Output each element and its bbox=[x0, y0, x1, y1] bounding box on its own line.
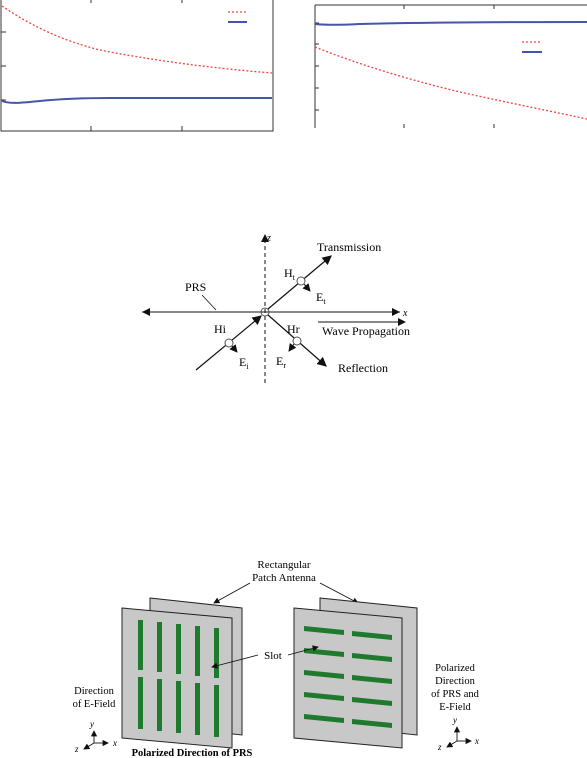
hi-field-marker bbox=[225, 339, 233, 347]
red-dashed-curve bbox=[2, 6, 272, 73]
plot-frame bbox=[1, 0, 273, 131]
patch-pointer-left bbox=[214, 583, 250, 603]
red-dashed-curve bbox=[315, 47, 587, 119]
er-label: $E_r$ bbox=[276, 354, 287, 370]
z-axis-label: z bbox=[267, 233, 271, 244]
top-left-plot bbox=[0, 0, 290, 140]
prs-polarization-diagram bbox=[72, 555, 492, 758]
x-axis-label: x bbox=[403, 308, 408, 319]
pol-dir-label-line2: Direction bbox=[435, 676, 475, 687]
dir-efield-label-line2: of E-Field bbox=[72, 699, 116, 710]
top-right-plot bbox=[300, 0, 587, 140]
dir-efield-label-line1: Direction bbox=[74, 686, 114, 697]
hi-label: Hi bbox=[214, 322, 226, 336]
wave-propagation-diagram bbox=[130, 225, 430, 390]
hr-field-marker bbox=[293, 337, 301, 345]
left-z-axis-arrow bbox=[84, 743, 94, 749]
ei-vector bbox=[232, 346, 237, 352]
left-axis-z-label: z bbox=[75, 744, 79, 754]
rect-patch-label-line2: Patch Antenna bbox=[252, 572, 316, 584]
prs-left-arrowhead bbox=[142, 308, 150, 316]
right-axis-z-label: z bbox=[438, 742, 442, 752]
prs-label: PRS bbox=[185, 280, 207, 294]
reflection-label: Reflection bbox=[338, 361, 388, 375]
er-vector bbox=[289, 344, 294, 351]
hr-label: Hr bbox=[287, 322, 300, 336]
wave-propagation-label: Wave Propagation bbox=[322, 324, 411, 338]
blue-solid-curve bbox=[2, 98, 272, 103]
ht-label: $H_t$ bbox=[284, 266, 295, 282]
right-axis-x-label: x bbox=[475, 736, 479, 746]
ht-field-marker bbox=[297, 277, 305, 285]
pol-dir-label-line1: Polarized bbox=[435, 663, 475, 674]
prs-right-arrowhead bbox=[392, 308, 400, 316]
slot-label: Slot bbox=[264, 650, 282, 662]
et-vector bbox=[304, 284, 310, 291]
transmission-label: Transmission bbox=[317, 240, 382, 254]
rect-patch-label-line1: Rectangular bbox=[257, 559, 311, 571]
pol-dir-label-line3: of PRS and bbox=[431, 689, 479, 700]
et-label: $E_t$ bbox=[316, 290, 326, 306]
right-z-axis-arrow bbox=[447, 741, 457, 747]
polarized-prs-label: Polarized Direction of PRS bbox=[131, 748, 253, 758]
prs-pointer bbox=[202, 295, 216, 310]
blue-solid-curve bbox=[315, 22, 587, 25]
left-axis-x-label: x bbox=[113, 738, 117, 748]
pol-dir-label-line4: E-Field bbox=[439, 702, 471, 713]
right-axis-y-label: y bbox=[453, 715, 457, 725]
left-axis-y-label: y bbox=[90, 719, 94, 729]
ei-label: $E_i$ bbox=[239, 355, 249, 371]
